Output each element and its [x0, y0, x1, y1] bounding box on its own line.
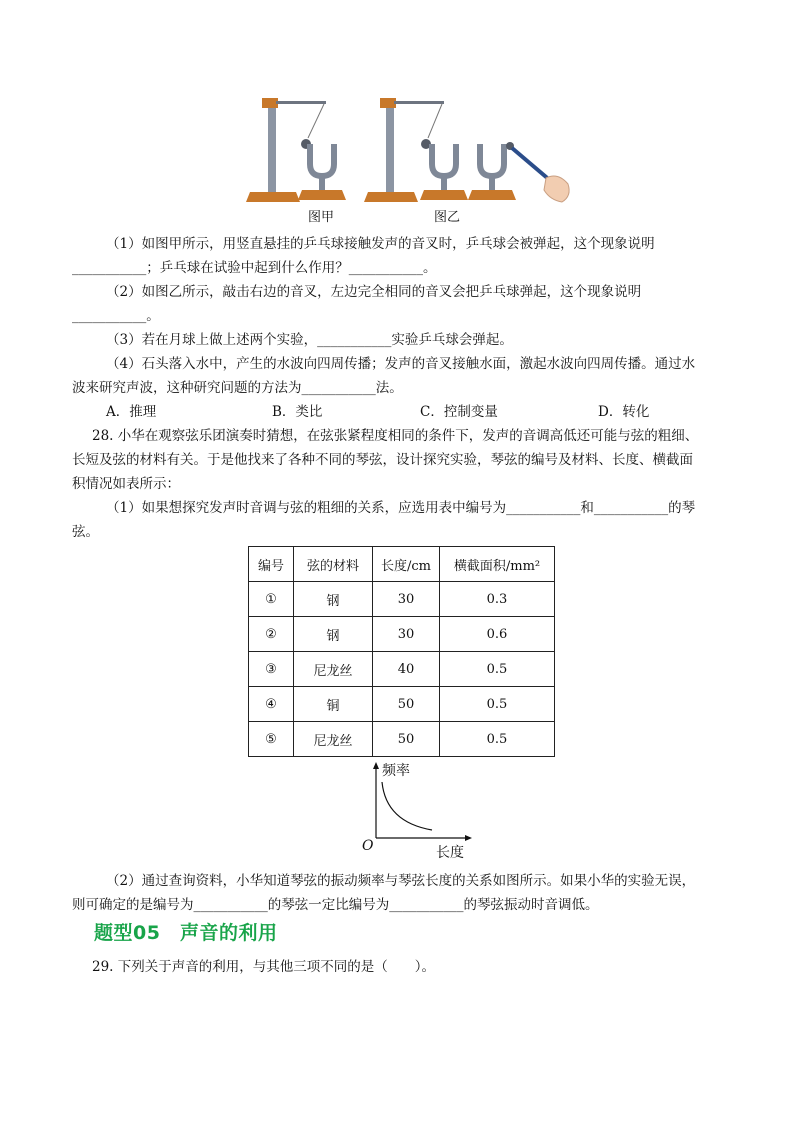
graph-origin: O — [362, 838, 374, 854]
q27-part2-line2: ___________。 — [72, 308, 160, 324]
table-row — [249, 617, 555, 652]
tuning-fork-illustration — [246, 92, 576, 224]
q27-options — [106, 401, 766, 423]
option-a: A．推理 — [106, 404, 157, 420]
tuning-fork-left — [298, 144, 346, 200]
mallet-hand — [506, 142, 569, 202]
table-cell: 0.5 — [440, 652, 555, 687]
q28-intro-line3: 积情况如表所示： — [72, 476, 180, 492]
table-cell: 50 — [373, 722, 440, 757]
tuning-fork-middle — [420, 144, 468, 200]
table-cell: 铜 — [294, 687, 373, 722]
table-cell: ① — [249, 582, 294, 617]
table-row — [249, 652, 555, 687]
tuning-fork-figure — [246, 92, 576, 224]
q27-part1-line1: （1）如图甲所示，用竖直悬挂的乒乓球接触发声的音叉时，乒乓球会被弹起，这个现象说明 — [106, 236, 655, 252]
table-cell: 0.5 — [440, 687, 555, 722]
q29-text: 29. 下列关于声音的利用，与其他三项不同的是（ ）。 — [92, 959, 436, 975]
figure-caption-left: 图甲 — [308, 210, 335, 225]
table-cell: ④ — [249, 687, 294, 722]
table-cell: 尼龙丝 — [294, 722, 373, 757]
table-header: 编号 — [249, 547, 294, 582]
x-axis-arrow — [465, 835, 472, 841]
q27-part4-line1: （4）石头落入水中，产生的水波向四周传播；发声的音叉接触水面，激起水波向四周传播。通过水 — [106, 356, 696, 372]
q28-intro-line1: 28. 小华在观察弦乐团演奏时猜想，在弦张紧程度相同的条件下，发声的音调高低还可能与弦的粗细、 — [92, 428, 699, 444]
table-cell: ③ — [249, 652, 294, 687]
option-d: D．转化 — [598, 404, 650, 420]
table-cell: 钢 — [294, 582, 373, 617]
q28-intro-line2: 长短及弦的材料有关。于是他找来了各种不同的琴弦，设计探究实验，琴弦的编号及材料、长度、横截面 — [72, 452, 693, 468]
table-cell: 0.5 — [440, 722, 555, 757]
table-header-row — [249, 547, 555, 582]
table-cell: 0.3 — [440, 582, 555, 617]
inverse-curve — [382, 782, 432, 830]
table-cell: ② — [249, 617, 294, 652]
table-cell: 30 — [373, 582, 440, 617]
graph-x-label: 长度 — [436, 845, 464, 861]
q28-part2-line1: （2）通过查询资料，小华知道琴弦的振动频率与琴弦长度的关系如图所示。如果小华的实验无误， — [106, 873, 696, 889]
q27-part3: （3）若在月球上做上述两个实验，___________实验乒乓球会弹起。 — [106, 332, 513, 348]
y-axis-arrow — [373, 762, 379, 769]
q28-part1-line2: 弦。 — [72, 524, 99, 540]
table-cell: 50 — [373, 687, 440, 722]
q27-part1-line2: ___________；乒乓球在试验中起到什么作用？___________。 — [72, 260, 437, 276]
table-cell: 钢 — [294, 617, 373, 652]
table-row — [249, 582, 555, 617]
table-cell: 30 — [373, 617, 440, 652]
table-header: 横截面积/mm² — [440, 547, 555, 582]
table-cell: 40 — [373, 652, 440, 687]
table-cell: 0.6 — [440, 617, 555, 652]
graph-y-label: 频率 — [382, 763, 410, 779]
table-cell: 尼龙丝 — [294, 652, 373, 687]
option-b: B．类比 — [272, 404, 323, 420]
q28-part1-line1: （1）如果想探究发声时音调与弦的粗细的关系，应选用表中编号为___________和___________的琴 — [106, 500, 696, 516]
option-c: C．控制变量 — [420, 404, 498, 420]
q27-part4-line2: 波来研究声波，这种研究问题的方法为___________法。 — [72, 380, 403, 396]
string-table — [248, 546, 555, 757]
q28-part2-line2: 则可确定的是编号为___________的琴弦一定比编号为___________的琴弦振动时音调低。 — [72, 897, 599, 913]
table-header: 弦的材料 — [294, 547, 373, 582]
table-row — [249, 687, 555, 722]
table-header: 长度/cm — [373, 547, 440, 582]
tuning-fork-right — [468, 144, 516, 200]
frequency-length-graph — [356, 760, 476, 860]
table-row — [249, 722, 555, 757]
stand-left — [246, 98, 326, 202]
section-heading: 题型05 声音的利用 — [94, 922, 278, 944]
figure-caption-right: 图乙 — [434, 210, 461, 225]
table-cell: ⑤ — [249, 722, 294, 757]
q27-part2-line1: （2）如图乙所示，敲击右边的音叉，左边完全相同的音叉会把乒乓球弹起，这个现象说明 — [106, 284, 642, 300]
